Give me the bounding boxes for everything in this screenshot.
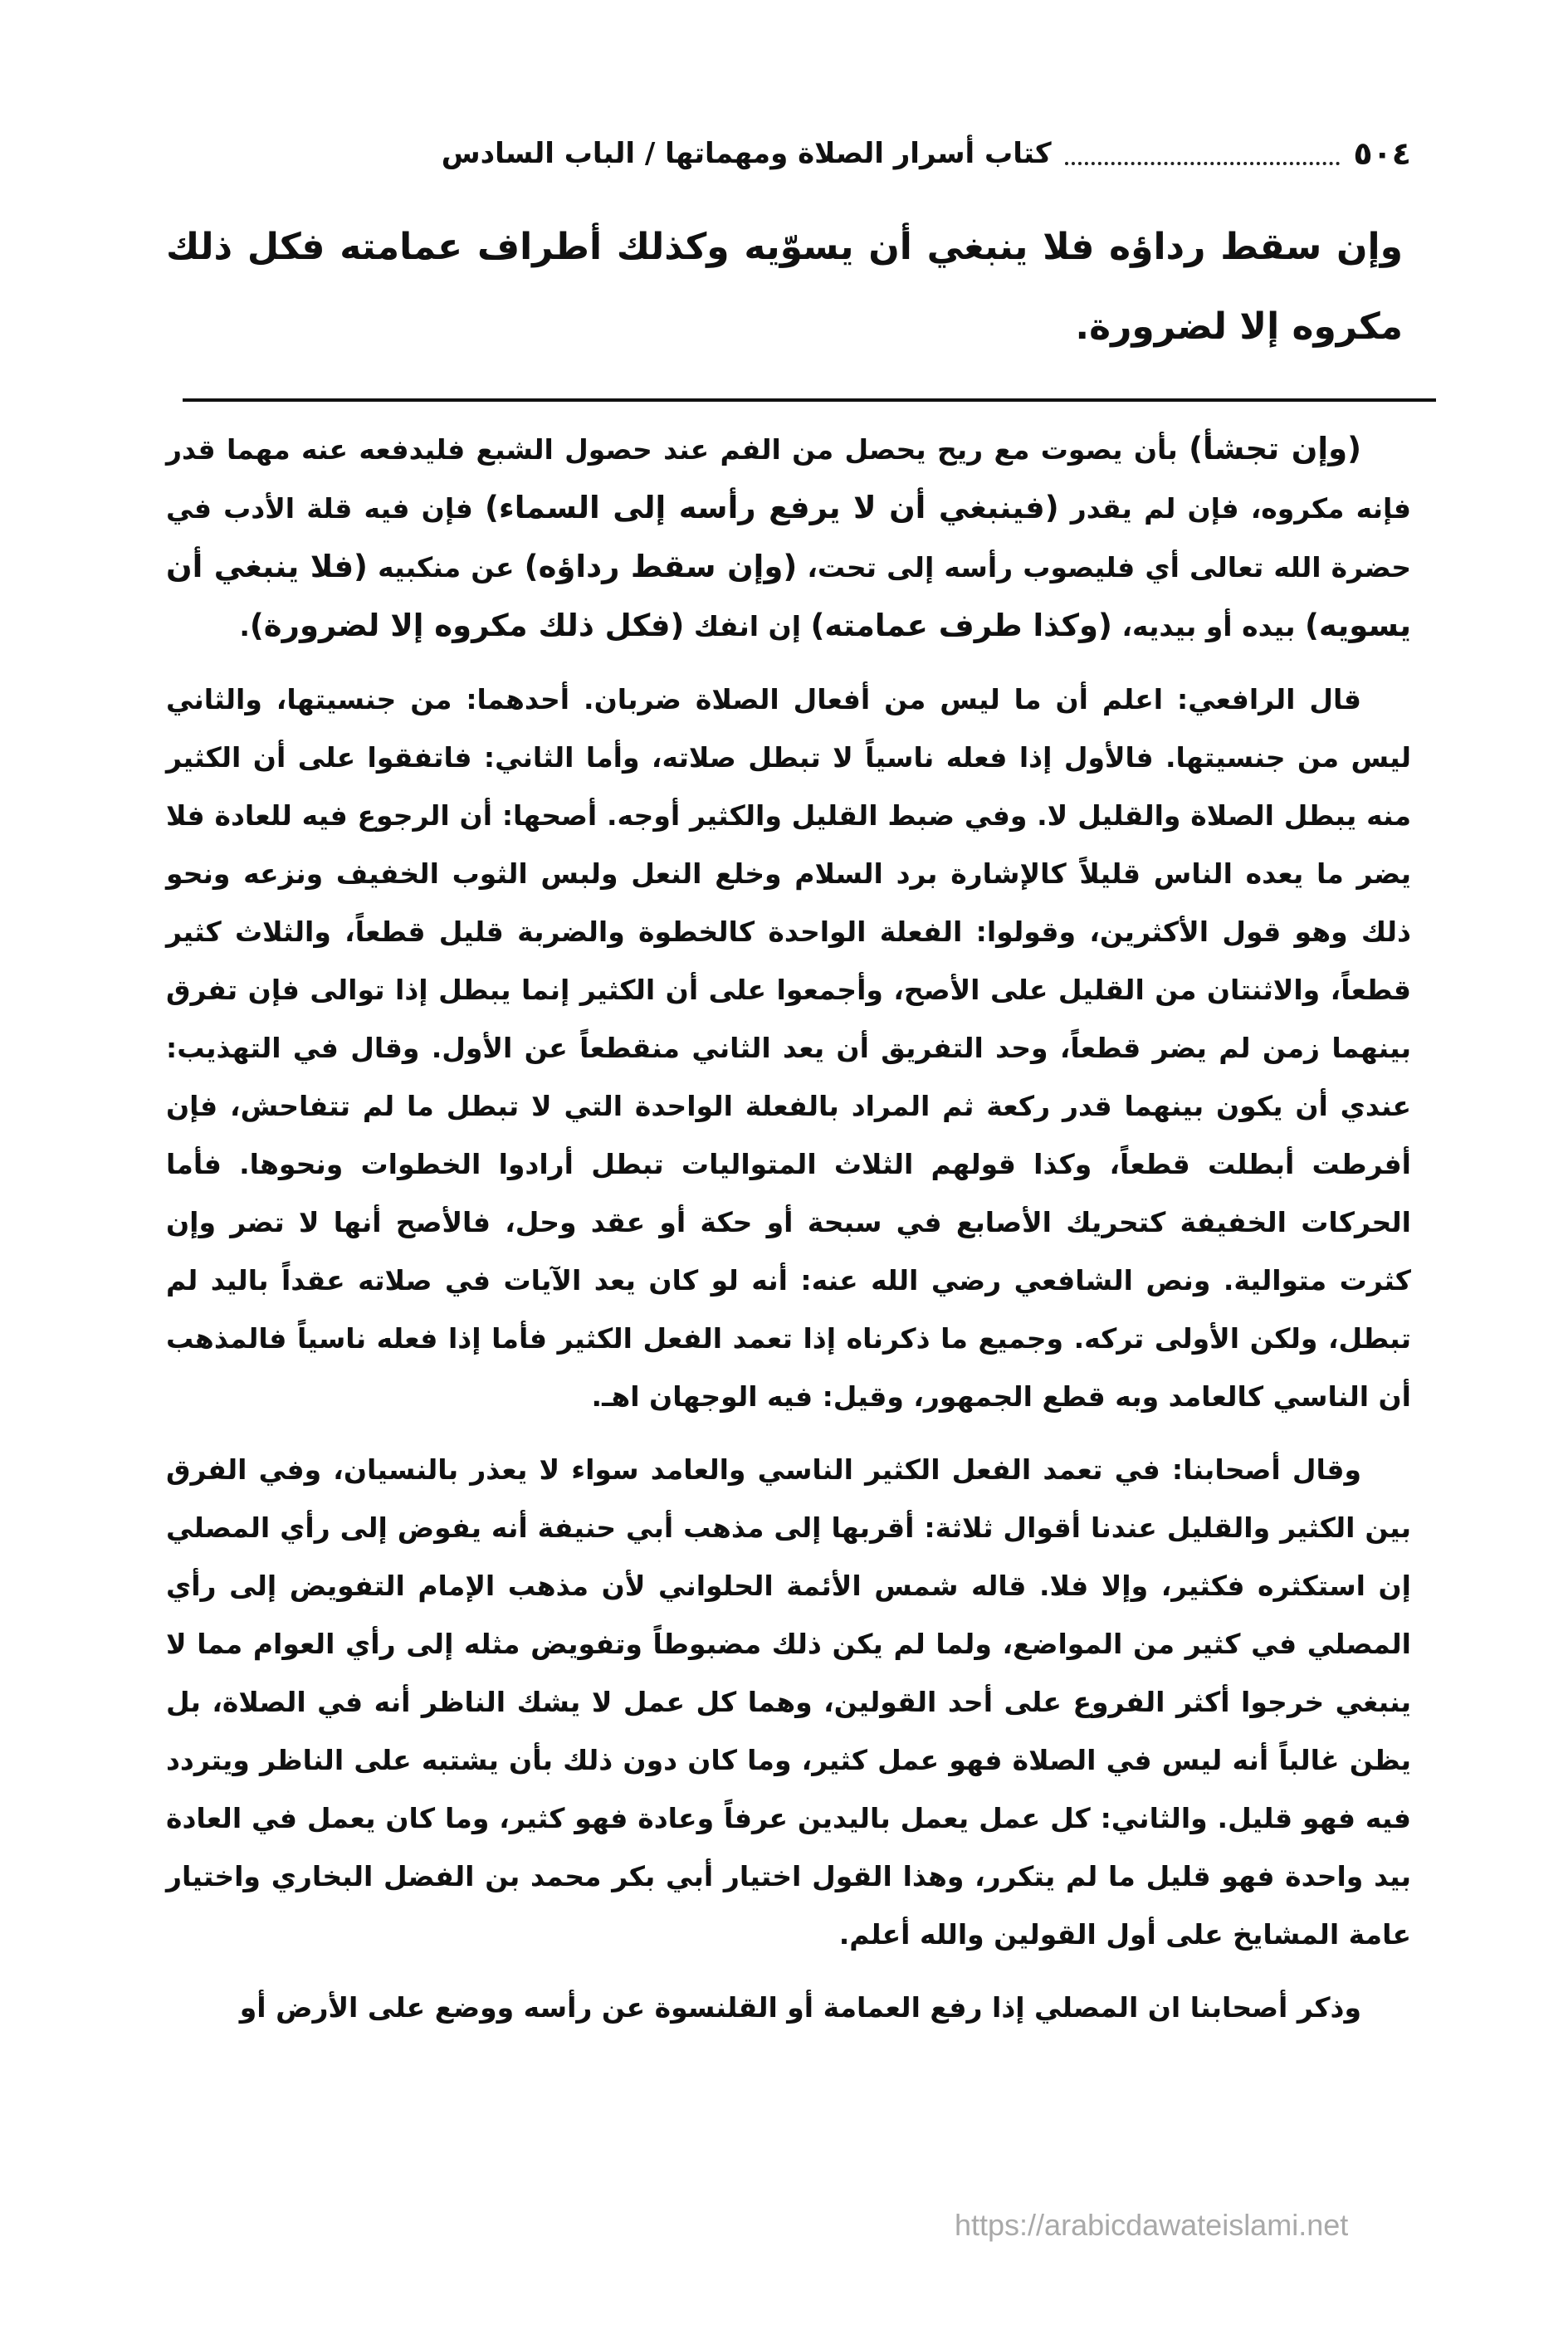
commentary-text: إن انفك bbox=[684, 610, 811, 642]
running-title: كتاب أسرار الصلاة ومهماتها / الباب السادس bbox=[441, 137, 1052, 170]
commentary-section bbox=[166, 420, 1411, 2037]
commentary-paragraph-3: وقال أصحابنا: في تعمد الفعل الكثير الناسي والعامد سواء لا يعذر بالنسيان، وفي الفرق بين الكثير والقليل عندنا أقوال ثلاثة: أقربها إلى مذهب أبي حنيفة أنه يفوض إلى رأي المصلي إن استكثره فكثير، وإلا فلا. قاله شمس الأئمة الحلواني لأن مذهب الإمام التفويض إلى رأي المصلي في كثير من المواضع، ولما لم يكن ذلك مضبوطاً وتفويض مثله إلى رأي العوام مما لا ينبغي خرجوا أكثر الفروع على أحد القولين، وهما كل عمل لا يشك الناظر أنه في الصلاة، بل يظن غالباً أنه ليس في الصلاة فهو عمل كثير، وما كان دون ذلك بأن يشتبه على الناظر ويتردد فيه فهو قليل. والثاني: كل عمل يعمل باليدين عرفاً وعادة فهو كثير، وما كان يعمل في العادة بيد واحدة فهو قليل ما لم يتكرر، وهذا القول اختيار أبي بكر محمد بن الفضل البخاري واختيار عامة المشايخ على أول القولين والله أعلم. bbox=[166, 1453, 1411, 1951]
commentary-text: بيده أو بيديه، bbox=[1111, 610, 1306, 642]
commentary-text: . bbox=[239, 610, 250, 642]
commentary-paragraph-4: وذكر أصحابنا ان المصلي إذا رفع العمامة أو القلنسوة عن رأسه ووضع على الأرض أو bbox=[239, 1991, 1361, 2024]
commentary-paragraph-1 bbox=[166, 420, 1411, 656]
commentary-text: عن منكبيه bbox=[367, 551, 525, 584]
quoted-matn: (فينبغي أن لا يرفع رأسه إلى السماء) bbox=[484, 490, 1059, 525]
commentary-paragraph-2: قال الرافعي: اعلم أن ما ليس من أفعال الصلاة ضربان. أحدهما: من جنسيتها، والثاني ليس من جنسيتها. فالأول إذا فعله ناسياً لا تبطل صلاته، وأما الثاني: فاتفقوا على أن الكثير منه يبطل الصلاة والقليل لا. وفي ضبط القليل والكثير أوجه. أصحها: أن الرجوع فيه للعادة فلا يضر ما يعده الناس قليلاً كالإشارة برد السلام وخلع النعل ولبس الثوب الخفيف ونزعه ونحو ذلك وهو قول الأكثرين، وقولوا: الفعلة الواحدة كالخطوة والضربة قليل قطعاً، والثلاث كثير قطعاً، والاثنتان من القليل على الأصح، وأجمعوا على أن الكثير إنما يبطل إذا توالى فإن تفرق بينهما زمن لم يضر قطعاً، وحد التفريق أن يعد الثاني منقطعاً عن الأول. وقال في التهذيب: عندي أن يكون بينهما قدر ركعة ثم المراد بالفعلة الواحدة التي لا تبطل ما لم تتفاحش، فإن أفرطت أبطلت قطعاً، وكذا قولهم الثلاث المتواليات تبطل أرادوا الخطوات ونحوها. فأما الحركات الخفيفة كتحريك الأصابع في سبحة أو حكة أو عقد وحل، فالأصح أنها لا تضر وإن كثرت متوالية. ونص الشافعي رضي الله عنه: أنه لو كان يعد الآيات في صلاته عقداً باليد لم تبطل، ولكن الأولى تركه. وجميع ما ذكرناه إذا تعمد الفعل الكثير فأما إذا فعله ناسياً فالمذهب أن الناسي كالعامد وبه قطع الجمهور، وقيل: فيه الوجهان اهـ. bbox=[166, 683, 1411, 1413]
quoted-matn: (فكل ذلك مكروه إلا لضرورة) bbox=[249, 608, 685, 643]
commentary-text: بأن يصوت مع ريح يحصل من الفم عند حصول الشبع فليدفعه عنه مهما قدر فإنه مكروه، فإن لم يقدر bbox=[166, 433, 1411, 525]
commentary-text: فإن فيه قلة الأدب في حضرة الله تعالى أي فليصوب رأسه إلى تحت، bbox=[166, 492, 1411, 584]
footnote-divider bbox=[183, 398, 1436, 402]
book-page bbox=[166, 125, 1411, 2052]
watermark-url: https://arabicdawateislami.net bbox=[955, 2208, 1349, 2242]
quoted-matn: (وكذا طرف عمامته) bbox=[810, 608, 1112, 643]
quoted-matn: (فلا ينبغي أن يسويه) bbox=[166, 549, 1411, 643]
quoted-matn: (وإن سقط رداؤه) bbox=[524, 549, 798, 584]
page-number: ٥٠٤ bbox=[1353, 135, 1411, 172]
dotted-leader bbox=[1065, 142, 1341, 165]
running-header bbox=[166, 125, 1411, 183]
quoted-matn: (وإن تجشأ) bbox=[1189, 431, 1361, 466]
matn-text: وإن سقط رداؤه فلا ينبغي أن يسوّيه وكذلك أطراف عمامته فكل ذلك مكروه إلا لضرورة. bbox=[166, 226, 1403, 348]
